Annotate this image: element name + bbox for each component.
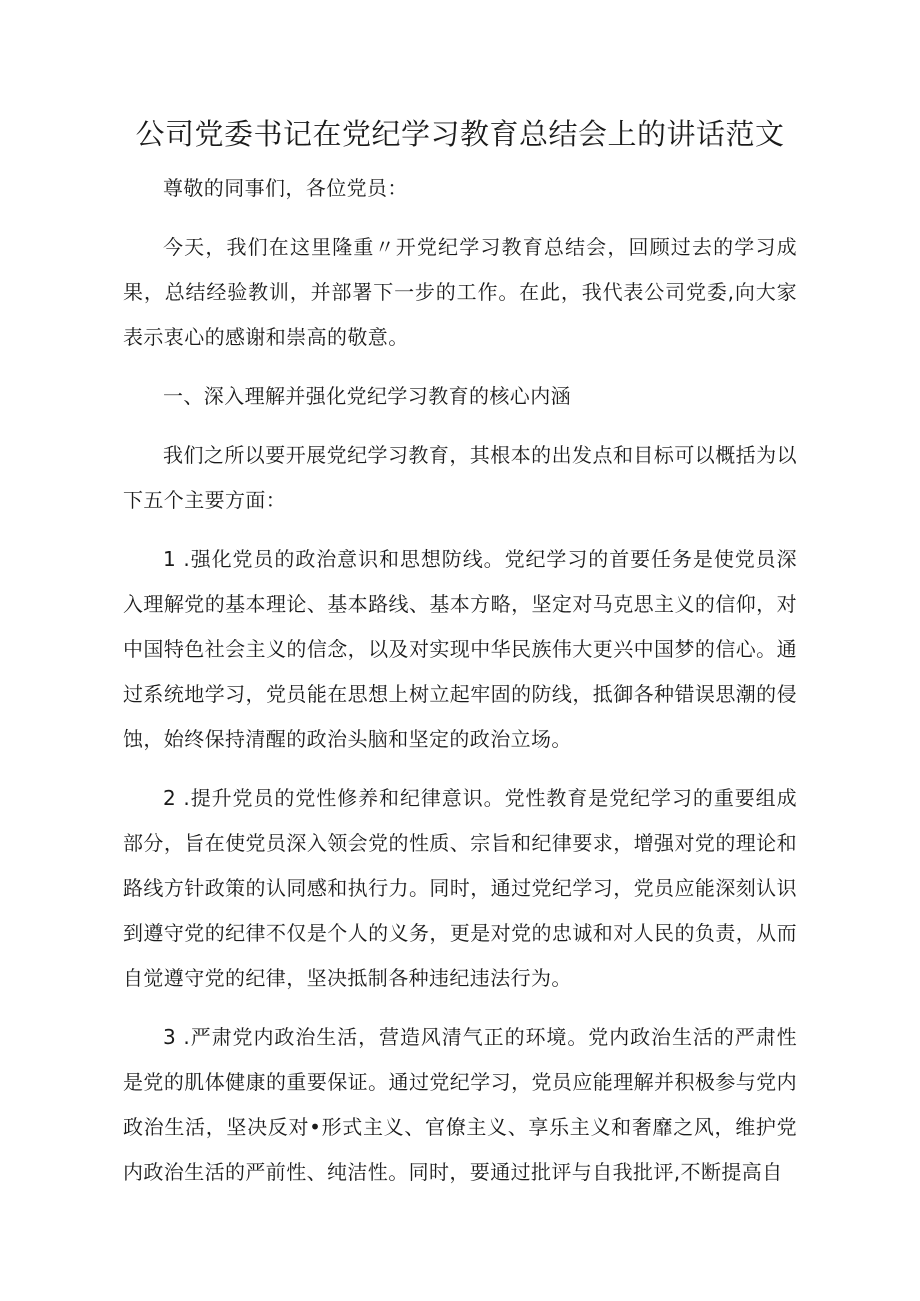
point-2-paragraph: 2 .提升党员的党性修养和纪律意识。党性教育是党纪学习的重要组成部分，旨在使党员深入领会党的性质、宗旨和纪律要求，增强对党的理论和路线方针政策的认同感和执行力。同时，通过党纪学习，党员应能深刻认识到遵守党的纪律不仅是个人的义务，更是对党的忠诚和对人民的负责，从而自觉遵守党的纪律，坚决抵制各种违纪违法行为。 [123,786,797,990]
opening-paragraph: 今天，我们在这里隆重〃开党纪学习教育总结会，回顾过去的学习成果，总结经验教训，并部署下一步的工作。在此，我代表公司党委,向大家表示衷心的感谢和崇高的敬意。 [123,235,797,349]
salutation: 尊敬的同事们，各位党员： [163,176,408,200]
point-3-paragraph: 3 .严肃党内政治生活，营造风清气正的环境。党内政治生活的严肃性是党的肌体健康的重要保证。通过党纪学习，党员应能理解并积极参与党内政治生活，坚决反对•形式主义、官僚主义、享乐主义和奢靡之风，维护党内政治生活的严前性、纯洁性。同时，要通过批评与自我批评,不断提高自 [123,1025,797,1184]
document-title: 公司党委书记在党纪学习教育总结会上的讲话范文 [135,117,785,151]
intro-paragraph: 我们之所以要开展党纪学习教育，其根本的出发点和目标可以概括为以下五个主要方面： [123,443,797,512]
point-1-paragraph: 1 .强化党员的政治意识和思想防线。党纪学习的首要任务是使党员深入理解党的基本理论、基本路线、基本方略，坚定对马克思主义的信仰，对中国特色社会主义的信念，以及对实现中华民族伟大更兴中国梦的信心。通过系统地学习，党员能在思想上树立起牢固的防线，抵御各种错误思潮的侵蚀，始终保持清醒的政治头脑和坚定的政治立场。 [123,547,797,751]
document-body [123,166,797,1209]
section-heading-1: 一、深入理解并强化党纪学习教育的核心内涵 [163,384,571,408]
